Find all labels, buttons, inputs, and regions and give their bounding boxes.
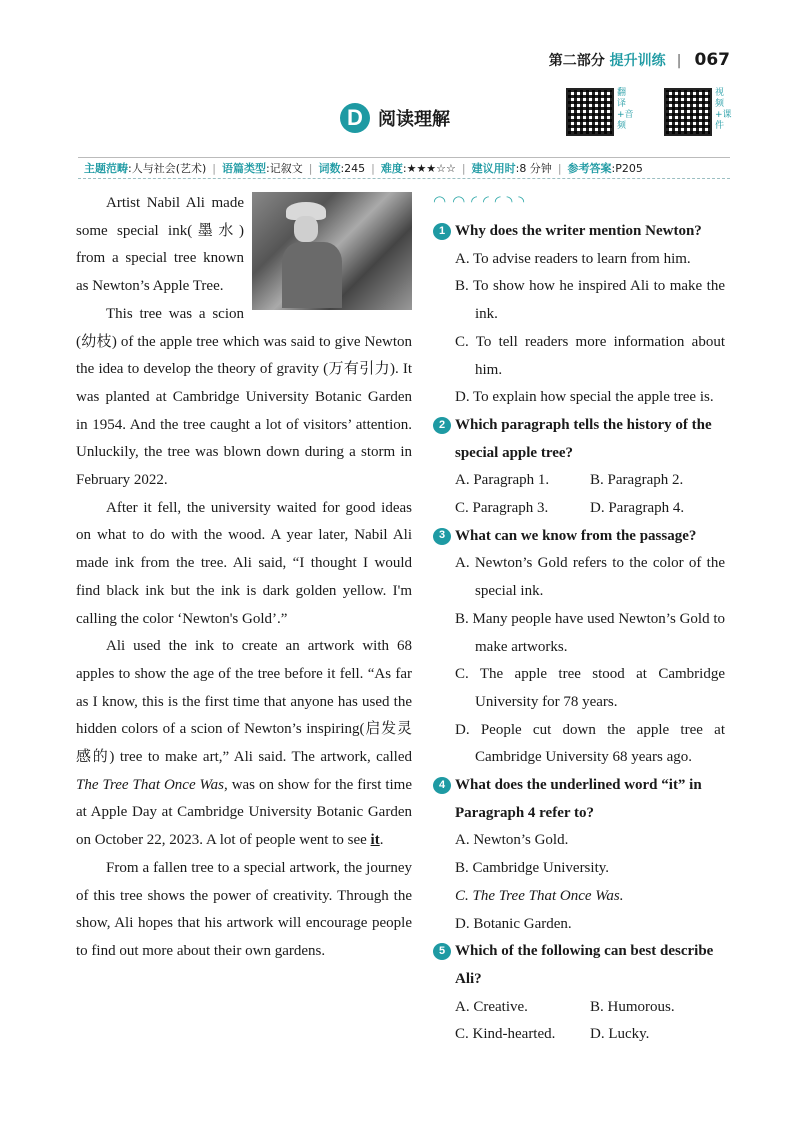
option-d[interactable]: D. Lucky.: [590, 1026, 650, 1043]
question-text: Which paragraph tells the history of the special apple tree?: [455, 416, 712, 461]
question-2: [433, 412, 725, 523]
qr-code-icon[interactable]: [664, 88, 712, 136]
info-bar: 主题范畴:人与社会(艺术) | 语篇类型:记叙文 | 词数:245 | 难度:★★★☆☆ | 建议用时:8 分钟 | 参考答案:P205: [78, 157, 730, 179]
section-label: 第二部分: [548, 53, 605, 69]
info-difficulty: 难度:★★★☆☆: [380, 162, 456, 175]
option-c[interactable]: C. The Tree That Once Was.: [455, 887, 624, 904]
info-words: 词数:245: [318, 162, 366, 175]
question-text: What can we know from the passage?: [455, 527, 697, 544]
option-a[interactable]: A. Newton’s Gold refers to the color of the special ink.: [455, 555, 725, 600]
option-a[interactable]: A. Creative.: [455, 998, 528, 1015]
option-a[interactable]: A. To advise readers to learn from him.: [455, 250, 691, 267]
paragraph-2: This tree was a scion (幼枝) of the apple tree which was said to give Newton the idea to develop the theory of gravity (万有引力). It was planted at Cambridge University Botanic Garden in 1954. And the tree caught a lot of visitors’ attention. Unluckily, the tree was blown down during a storm in February 2022.: [76, 305, 412, 489]
option-b[interactable]: B. Many people have used Newton’s Gold to make artworks.: [455, 610, 725, 655]
question-text: Why does the writer mention Newton?: [455, 223, 702, 239]
underlined-word-it: it: [370, 832, 380, 849]
option-c[interactable]: C. Paragraph 3.: [455, 500, 549, 517]
paragraph-5: From a fallen tree to a special artwork, the journey of this tree shows the power of creativity. Through the show, Ali hopes that his artwork will encourage people to find out more about their own gardens.: [76, 859, 412, 959]
qr-group-translation: [566, 88, 634, 136]
question-list: [433, 188, 725, 1049]
question-number-badge: 1: [433, 223, 451, 240]
header-divider: |: [676, 53, 682, 69]
info-theme: 主题范畴:人与社会(艺术): [84, 162, 207, 175]
option-d[interactable]: D. People cut down the apple tree at Cambridge University 68 years ago.: [455, 721, 725, 766]
section-title: [340, 103, 450, 133]
reading-passage: [76, 190, 412, 966]
info-answer: 参考答案:P205: [567, 162, 643, 175]
option-c[interactable]: C. To tell readers more information about him.: [455, 333, 725, 378]
question-4: [433, 772, 725, 938]
option-b[interactable]: B. Humorous.: [590, 998, 675, 1015]
question-1: [433, 218, 725, 412]
artwork-title: The Tree That Once Was: [76, 776, 224, 793]
option-c[interactable]: C. The apple tree stood at Cambridge University for 78 years.: [455, 666, 725, 710]
question-5: [433, 938, 725, 1049]
qr-group-video: [664, 88, 732, 136]
question-number-badge: 2: [433, 417, 451, 434]
paragraph-3: After it fell, the university waited for good ideas on what to do with the wood. A year later, Nabil Ali made ink from the tree. Ali said, “I thought I would find black ink but the ink is dark golden yellow. I'm calling the color ‘Newton's Gold’.”: [76, 499, 412, 627]
question-text: Which of the following can best describe Ali?: [455, 943, 714, 987]
subsection-label: 提升训练: [609, 53, 666, 69]
option-b[interactable]: B. Paragraph 2.: [590, 472, 684, 489]
paragraph-4: Ali used the ink to create an artwork with 68 apples to show the age of the tree before it fell. “As far as I know, this is the first time that anyone has used the hidden colors of a scion of Newton’s inspiring(启发灵感的) tree to make art,” Ali said. The artwork, called The Tree That Once Was, was on show for the first time at Apple Day at Cambridge University Botanic Garden on October 22, 2023. A lot of people went to see it.: [76, 638, 412, 849]
option-b[interactable]: B. To show how he inspired Ali to make the ink.: [455, 278, 725, 323]
option-c[interactable]: C. Kind-hearted.: [455, 1026, 556, 1043]
info-genre: 语篇类型:记叙文: [222, 162, 303, 175]
option-a[interactable]: A. Paragraph 1.: [455, 472, 550, 489]
option-a[interactable]: A. Newton’s Gold.: [455, 832, 569, 849]
section-title-text: 阅读理解: [378, 109, 450, 130]
option-d[interactable]: D. To explain how special the apple tree is.: [455, 389, 714, 406]
option-b[interactable]: B. Cambridge University.: [455, 860, 610, 877]
question-number-badge: 3: [433, 528, 451, 545]
question-number-badge: 4: [433, 777, 451, 794]
info-time: 建议用时:8 分钟: [471, 162, 552, 175]
artist-photo: [252, 192, 412, 310]
qr-label-video: 视频+课件: [715, 88, 732, 131]
question-number-badge: 5: [433, 943, 451, 960]
section-badge: D: [340, 103, 370, 133]
page-header: [549, 50, 730, 70]
decorative-wave-icon: ◠◠◜◜◜◝◝: [433, 192, 531, 210]
option-d[interactable]: D. Botanic Garden.: [455, 915, 572, 932]
qr-label-translation: 翻译+音频: [617, 88, 634, 131]
option-d[interactable]: D. Paragraph 4.: [590, 500, 685, 517]
paragraph-1: Artist Nabil Ali made some special ink(墨水) from a special tree known as Newton’s Apple Tree.: [76, 195, 244, 295]
question-3: [433, 523, 725, 772]
page-number: 067: [694, 50, 730, 70]
question-text: What does the underlined word “it” in Paragraph 4 refer to?: [455, 777, 702, 821]
qr-code-icon[interactable]: [566, 88, 614, 136]
